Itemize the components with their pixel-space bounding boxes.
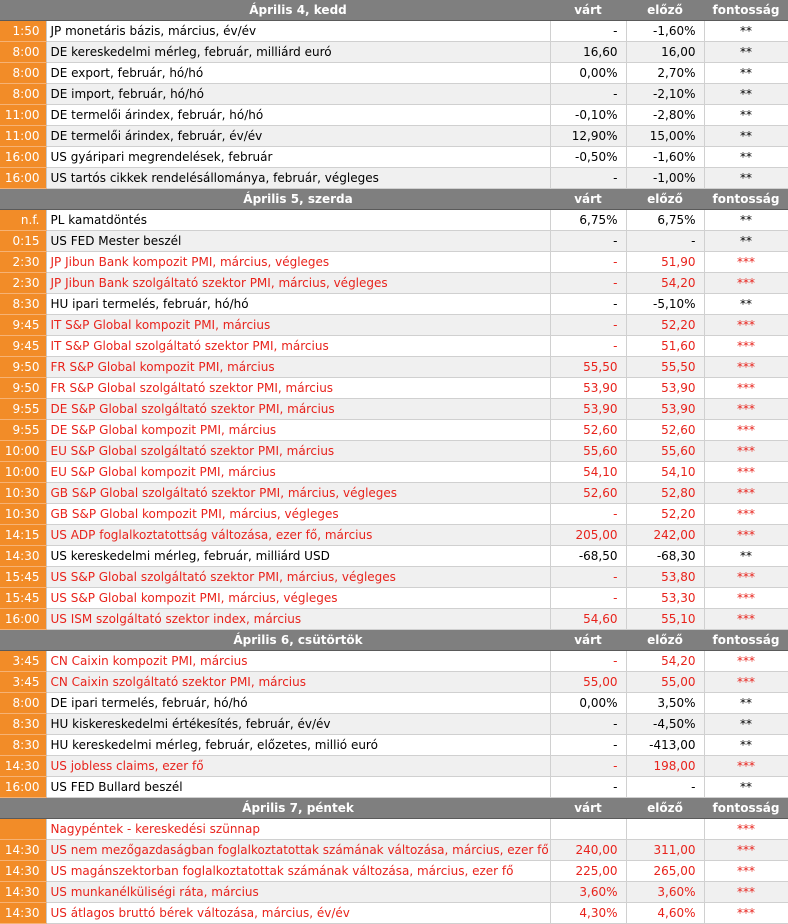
event-time: 8:30 — [0, 735, 46, 756]
column-header-expected: várt — [550, 0, 626, 21]
event-row — [0, 525, 788, 546]
event-name: DE kereskedelmi mérleg, február, milliárd euró — [46, 42, 550, 63]
event-row — [0, 651, 788, 672]
event-importance: ** — [704, 21, 788, 42]
event-time: 9:55 — [0, 399, 46, 420]
column-header-importance: fontosság — [704, 0, 788, 21]
event-expected: - — [550, 231, 626, 252]
event-row — [0, 315, 788, 336]
day-header-row — [0, 0, 788, 21]
event-time: 9:50 — [0, 357, 46, 378]
event-previous: 53,30 — [626, 588, 704, 609]
event-time: 11:00 — [0, 105, 46, 126]
event-name: US ISM szolgáltató szektor index, március — [46, 609, 550, 630]
day-title: Április 5, szerda — [46, 189, 550, 210]
event-importance: *** — [704, 399, 788, 420]
event-importance: *** — [704, 252, 788, 273]
day-header-spacer — [0, 189, 46, 210]
event-importance: ** — [704, 168, 788, 189]
event-importance: ** — [704, 105, 788, 126]
event-name: US ADP foglalkoztatottság változása, ezer fő, március — [46, 525, 550, 546]
event-previous: 51,90 — [626, 252, 704, 273]
event-expected: - — [550, 315, 626, 336]
day-header-spacer — [0, 0, 46, 21]
event-expected: 12,90% — [550, 126, 626, 147]
event-time: 8:30 — [0, 294, 46, 315]
event-importance: *** — [704, 315, 788, 336]
column-header-previous: előző — [626, 630, 704, 651]
event-name: US S&P Global szolgáltató szektor PMI, március, végleges — [46, 567, 550, 588]
event-name: Nagypéntek - kereskedési szünnap — [46, 819, 550, 840]
event-name: JP Jibun Bank szolgáltató szektor PMI, március, végleges — [46, 273, 550, 294]
event-importance: *** — [704, 462, 788, 483]
event-time: 15:45 — [0, 588, 46, 609]
event-time: 2:30 — [0, 273, 46, 294]
event-time: 16:00 — [0, 147, 46, 168]
event-previous: 16,00 — [626, 42, 704, 63]
event-time: 16:00 — [0, 168, 46, 189]
event-row — [0, 105, 788, 126]
event-importance: *** — [704, 273, 788, 294]
event-previous: 52,80 — [626, 483, 704, 504]
event-row — [0, 294, 788, 315]
event-previous: 55,50 — [626, 357, 704, 378]
event-name: JP monetáris bázis, március, év/év — [46, 21, 550, 42]
event-row — [0, 840, 788, 861]
day-header-row — [0, 189, 788, 210]
event-name: HU ipari termelés, február, hó/hó — [46, 294, 550, 315]
event-expected: 4,30% — [550, 903, 626, 924]
event-time: 14:30 — [0, 903, 46, 924]
event-time: 10:30 — [0, 504, 46, 525]
event-time: 9:45 — [0, 315, 46, 336]
event-previous: 15,00% — [626, 126, 704, 147]
event-previous: 53,80 — [626, 567, 704, 588]
event-name: US átlagos bruttó bérek változása, március, év/év — [46, 903, 550, 924]
event-row — [0, 714, 788, 735]
column-header-importance: fontosság — [704, 630, 788, 651]
event-importance: *** — [704, 441, 788, 462]
day-title: Április 7, péntek — [46, 798, 550, 819]
event-name: EU S&P Global szolgáltató szektor PMI, március — [46, 441, 550, 462]
event-time: 16:00 — [0, 609, 46, 630]
event-expected: 55,00 — [550, 672, 626, 693]
event-row — [0, 42, 788, 63]
event-row — [0, 273, 788, 294]
event-previous: 3,50% — [626, 693, 704, 714]
event-previous: -5,10% — [626, 294, 704, 315]
event-importance: *** — [704, 588, 788, 609]
event-name: FR S&P Global kompozit PMI, március — [46, 357, 550, 378]
event-importance: *** — [704, 882, 788, 903]
event-row — [0, 399, 788, 420]
event-previous: - — [626, 231, 704, 252]
event-importance: *** — [704, 819, 788, 840]
column-header-expected: várt — [550, 630, 626, 651]
event-expected: 54,60 — [550, 609, 626, 630]
event-name: EU S&P Global kompozit PMI, március — [46, 462, 550, 483]
event-name: US nem mezőgazdaságban foglalkoztatottak számának változása, március, ezer fő — [46, 840, 550, 861]
event-importance: *** — [704, 525, 788, 546]
event-expected: -68,50 — [550, 546, 626, 567]
event-previous: 4,60% — [626, 903, 704, 924]
event-expected: 53,90 — [550, 399, 626, 420]
event-name: DE S&P Global kompozit PMI, március — [46, 420, 550, 441]
event-importance: ** — [704, 42, 788, 63]
event-previous: 55,00 — [626, 672, 704, 693]
event-expected: 54,10 — [550, 462, 626, 483]
event-name: US munkanélküliségi ráta, március — [46, 882, 550, 903]
event-previous: 265,00 — [626, 861, 704, 882]
event-time: 16:00 — [0, 777, 46, 798]
event-time: 10:00 — [0, 441, 46, 462]
event-importance: *** — [704, 609, 788, 630]
event-previous: 53,90 — [626, 399, 704, 420]
day-header-spacer — [0, 798, 46, 819]
event-previous: 53,90 — [626, 378, 704, 399]
event-expected: - — [550, 714, 626, 735]
day-header-row — [0, 630, 788, 651]
event-row — [0, 546, 788, 567]
event-name: US jobless claims, ezer fő — [46, 756, 550, 777]
event-expected: 240,00 — [550, 840, 626, 861]
event-time: 2:30 — [0, 252, 46, 273]
event-expected: -0,50% — [550, 147, 626, 168]
event-importance: ** — [704, 735, 788, 756]
event-previous: 55,60 — [626, 441, 704, 462]
event-importance: ** — [704, 147, 788, 168]
event-expected: - — [550, 651, 626, 672]
event-row — [0, 126, 788, 147]
event-previous: 54,10 — [626, 462, 704, 483]
day-title: Április 6, csütörtök — [46, 630, 550, 651]
event-expected: 225,00 — [550, 861, 626, 882]
event-row — [0, 231, 788, 252]
event-row — [0, 903, 788, 924]
event-time: 14:30 — [0, 840, 46, 861]
event-previous: 52,20 — [626, 315, 704, 336]
event-row — [0, 672, 788, 693]
event-expected: - — [550, 273, 626, 294]
event-time: 11:00 — [0, 126, 46, 147]
event-time: 8:00 — [0, 693, 46, 714]
event-time: 10:00 — [0, 462, 46, 483]
event-name: US magánszektorban foglalkoztatottak számának változása, március, ezer fő — [46, 861, 550, 882]
event-name: US kereskedelmi mérleg, február, milliárd USD — [46, 546, 550, 567]
event-previous: -2,80% — [626, 105, 704, 126]
event-row — [0, 378, 788, 399]
event-row — [0, 441, 788, 462]
event-row — [0, 84, 788, 105]
event-time: 14:30 — [0, 756, 46, 777]
event-importance: ** — [704, 777, 788, 798]
event-importance: *** — [704, 861, 788, 882]
event-time: 8:30 — [0, 714, 46, 735]
event-row — [0, 504, 788, 525]
event-name: US S&P Global kompozit PMI, március, végleges — [46, 588, 550, 609]
event-row — [0, 462, 788, 483]
event-name: DE termelői árindex, február, év/év — [46, 126, 550, 147]
event-row — [0, 147, 788, 168]
event-name: HU kiskereskedelmi értékesítés, február, év/év — [46, 714, 550, 735]
event-expected: 53,90 — [550, 378, 626, 399]
event-previous: - — [626, 777, 704, 798]
event-expected: 52,60 — [550, 483, 626, 504]
event-importance: *** — [704, 420, 788, 441]
event-expected: - — [550, 588, 626, 609]
event-importance: ** — [704, 693, 788, 714]
event-expected: -0,10% — [550, 105, 626, 126]
event-importance: *** — [704, 336, 788, 357]
column-header-importance: fontosság — [704, 798, 788, 819]
event-time: 14:15 — [0, 525, 46, 546]
event-expected: - — [550, 168, 626, 189]
event-row — [0, 21, 788, 42]
event-row — [0, 483, 788, 504]
event-row — [0, 693, 788, 714]
event-expected: - — [550, 777, 626, 798]
event-previous: 55,10 — [626, 609, 704, 630]
column-header-expected: várt — [550, 189, 626, 210]
event-name: GB S&P Global kompozit PMI, március, végleges — [46, 504, 550, 525]
event-importance: ** — [704, 210, 788, 231]
event-name: FR S&P Global szolgáltató szektor PMI, március — [46, 378, 550, 399]
event-importance: *** — [704, 378, 788, 399]
event-name: US tartós cikkek rendelésállománya, február, végleges — [46, 168, 550, 189]
event-previous: 54,20 — [626, 651, 704, 672]
event-name: DE S&P Global szolgáltató szektor PMI, március — [46, 399, 550, 420]
event-expected: 16,60 — [550, 42, 626, 63]
event-row — [0, 609, 788, 630]
event-expected: 52,60 — [550, 420, 626, 441]
column-header-importance: fontosság — [704, 189, 788, 210]
event-time: 8:00 — [0, 63, 46, 84]
event-time — [0, 819, 46, 840]
event-row — [0, 819, 788, 840]
event-time: 10:30 — [0, 483, 46, 504]
event-name: CN Caixin szolgáltató szektor PMI, március — [46, 672, 550, 693]
day-header-row — [0, 798, 788, 819]
event-row — [0, 252, 788, 273]
event-previous: -1,00% — [626, 168, 704, 189]
event-previous: -2,10% — [626, 84, 704, 105]
event-row — [0, 168, 788, 189]
event-previous: -413,00 — [626, 735, 704, 756]
event-name: IT S&P Global kompozit PMI, március — [46, 315, 550, 336]
event-time: 8:00 — [0, 42, 46, 63]
event-previous: 311,00 — [626, 840, 704, 861]
event-expected: - — [550, 336, 626, 357]
column-header-previous: előző — [626, 189, 704, 210]
event-row — [0, 777, 788, 798]
event-importance: *** — [704, 651, 788, 672]
event-importance: ** — [704, 63, 788, 84]
event-expected: 55,50 — [550, 357, 626, 378]
event-row — [0, 588, 788, 609]
event-expected: 205,00 — [550, 525, 626, 546]
event-previous: -1,60% — [626, 147, 704, 168]
event-expected: 6,75% — [550, 210, 626, 231]
event-row — [0, 357, 788, 378]
event-previous: -4,50% — [626, 714, 704, 735]
event-expected — [550, 819, 626, 840]
day-header-spacer — [0, 630, 46, 651]
column-header-previous: előző — [626, 0, 704, 21]
column-header-previous: előző — [626, 798, 704, 819]
event-previous: 3,60% — [626, 882, 704, 903]
event-name: IT S&P Global szolgáltató szektor PMI, március — [46, 336, 550, 357]
event-importance: ** — [704, 546, 788, 567]
event-previous: 198,00 — [626, 756, 704, 777]
event-previous — [626, 819, 704, 840]
event-time: 14:30 — [0, 546, 46, 567]
event-row — [0, 210, 788, 231]
event-time: 9:50 — [0, 378, 46, 399]
event-expected: 0,00% — [550, 693, 626, 714]
event-name: CN Caixin kompozit PMI, március — [46, 651, 550, 672]
event-importance: ** — [704, 231, 788, 252]
event-importance: *** — [704, 903, 788, 924]
event-previous: 54,20 — [626, 273, 704, 294]
event-time: 15:45 — [0, 567, 46, 588]
event-importance: *** — [704, 840, 788, 861]
event-name: GB S&P Global szolgáltató szektor PMI, március, végleges — [46, 483, 550, 504]
event-name: PL kamatdöntés — [46, 210, 550, 231]
event-importance: *** — [704, 567, 788, 588]
event-expected: 3,60% — [550, 882, 626, 903]
event-time: 9:55 — [0, 420, 46, 441]
event-previous: 6,75% — [626, 210, 704, 231]
event-time: 1:50 — [0, 21, 46, 42]
event-row — [0, 735, 788, 756]
event-time: 9:45 — [0, 336, 46, 357]
event-name: JP Jibun Bank kompozit PMI, március, végleges — [46, 252, 550, 273]
event-row — [0, 756, 788, 777]
event-name: DE ipari termelés, február, hó/hó — [46, 693, 550, 714]
event-time: 3:45 — [0, 651, 46, 672]
event-expected: - — [550, 567, 626, 588]
event-time: n.f. — [0, 210, 46, 231]
event-row — [0, 63, 788, 84]
event-expected: - — [550, 756, 626, 777]
event-expected: 55,60 — [550, 441, 626, 462]
event-time: 14:30 — [0, 882, 46, 903]
event-time: 8:00 — [0, 84, 46, 105]
event-time: 3:45 — [0, 672, 46, 693]
event-expected: - — [550, 84, 626, 105]
event-importance: ** — [704, 714, 788, 735]
event-importance: *** — [704, 672, 788, 693]
event-row — [0, 567, 788, 588]
event-previous: 52,60 — [626, 420, 704, 441]
event-row — [0, 336, 788, 357]
event-name: US gyáripari megrendelések, február — [46, 147, 550, 168]
event-time: 14:30 — [0, 861, 46, 882]
event-expected: - — [550, 735, 626, 756]
event-expected: - — [550, 252, 626, 273]
event-name: DE import, február, hó/hó — [46, 84, 550, 105]
event-expected: - — [550, 294, 626, 315]
event-name: US FED Mester beszél — [46, 231, 550, 252]
event-name: DE export, február, hó/hó — [46, 63, 550, 84]
event-name: DE termelői árindex, február, hó/hó — [46, 105, 550, 126]
event-time: 0:15 — [0, 231, 46, 252]
event-previous: 52,20 — [626, 504, 704, 525]
event-previous: 242,00 — [626, 525, 704, 546]
event-expected: 0,00% — [550, 63, 626, 84]
event-importance: *** — [704, 357, 788, 378]
event-importance: *** — [704, 483, 788, 504]
event-importance: *** — [704, 756, 788, 777]
event-previous: 2,70% — [626, 63, 704, 84]
event-row — [0, 861, 788, 882]
event-name: US FED Bullard beszél — [46, 777, 550, 798]
column-header-expected: várt — [550, 798, 626, 819]
event-expected: - — [550, 21, 626, 42]
event-row — [0, 420, 788, 441]
event-expected: - — [550, 504, 626, 525]
day-title: Április 4, kedd — [46, 0, 550, 21]
event-row — [0, 882, 788, 903]
event-previous: -68,30 — [626, 546, 704, 567]
event-previous: -1,60% — [626, 21, 704, 42]
event-previous: 51,60 — [626, 336, 704, 357]
event-importance: ** — [704, 126, 788, 147]
event-importance: *** — [704, 504, 788, 525]
event-importance: ** — [704, 294, 788, 315]
event-importance: ** — [704, 84, 788, 105]
event-name: HU kereskedelmi mérleg, február, előzetes, millió euró — [46, 735, 550, 756]
